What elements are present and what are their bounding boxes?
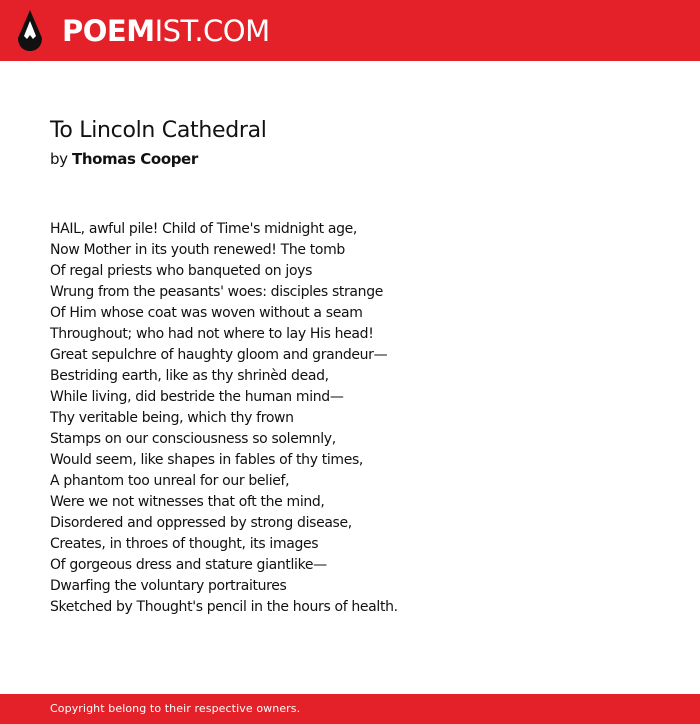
poem-body [50, 219, 398, 618]
poem-line: Thy veritable being, which thy frown [50, 410, 294, 426]
poem-line: Bestriding earth, like as thy shrinèd dead, [50, 368, 329, 384]
poem-line: While living, did bestride the human mind— [50, 389, 344, 405]
poem-line: Stamps on our consciousness so solemnly, [50, 431, 336, 447]
pencil-tip-icon[interactable] [18, 10, 42, 51]
poem-line: Throughout; who had not where to lay His head! [50, 326, 374, 342]
by-label: by [50, 150, 68, 168]
site-logo-link[interactable] [62, 13, 270, 49]
poem-line: Of regal priests who banqueted on joys [50, 263, 313, 279]
poem-line: Of Him whose coat was woven without a seam [50, 305, 363, 321]
poem-line: Would seem, like shapes in fables of thy times, [50, 452, 364, 468]
copyright-text: Copyright belong to their respective owners. [50, 702, 301, 715]
author-link[interactable]: Thomas Cooper [71, 150, 198, 168]
site-header [0, 0, 700, 61]
poem-line: Wrung from the peasants' woes: disciples strange [50, 284, 383, 300]
poem-line: Of gorgeous dress and stature giantlike— [50, 557, 327, 573]
brand-light-text: IST.COM [154, 14, 270, 48]
poem-line: Now Mother in its youth renewed! The tomb [50, 242, 345, 258]
poem-line: Great sepulchre of haughty gloom and grandeur— [50, 347, 388, 363]
poem-line: Sketched by Thought's pencil in the hours of health. [50, 599, 398, 615]
poem-line: Were we not witnesses that oft the mind, [50, 494, 325, 510]
poem-line: Dwarfing the voluntary portraitures [50, 578, 287, 594]
poem-line: A phantom too unreal for our belief, [50, 473, 290, 489]
brand-bold-text: POEM [62, 14, 155, 48]
byline [50, 149, 198, 169]
poem-line: Disordered and oppressed by strong disease, [50, 515, 352, 531]
site-footer [0, 694, 700, 724]
poem-line: HAIL, awful pile! Child of Time's midnight age, [50, 221, 357, 237]
poem-title: To Lincoln Cathedral [50, 118, 267, 143]
poem-line: Creates, in throes of thought, its images [50, 536, 319, 552]
